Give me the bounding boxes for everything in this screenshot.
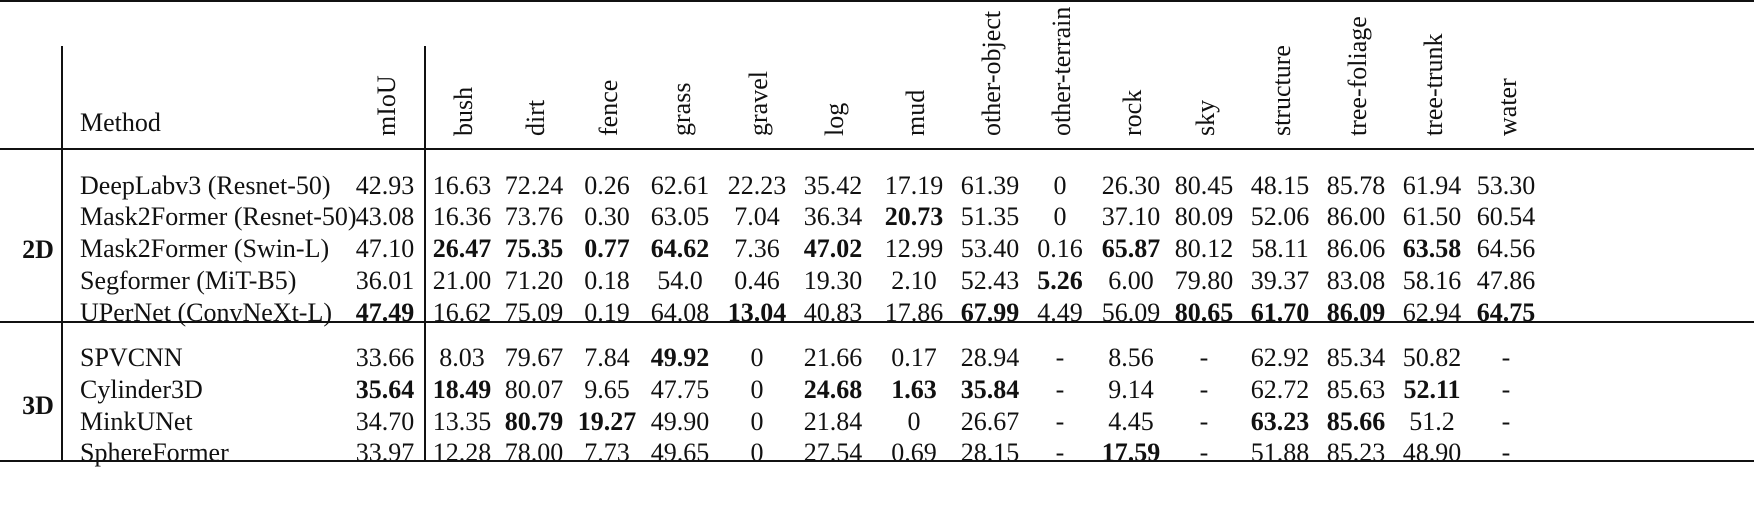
column-header-log: log: [820, 102, 849, 136]
column-header-other-terrain: other-terrain: [1047, 6, 1076, 136]
table-cell-water: 47.86: [1476, 266, 1536, 295]
table-cell-fence: 0.19: [584, 298, 630, 327]
table-cell-other-object: 26.67: [960, 407, 1020, 436]
table-cell-gravel: 7.36: [734, 234, 780, 263]
column-header-mud: mud: [901, 89, 930, 136]
table-cell-tree-trunk: 51.2: [1409, 407, 1455, 436]
table-cell-tree-foliage: 85.66: [1326, 407, 1386, 436]
table-cell-other-terrain: 5.26: [1037, 266, 1083, 295]
table-cell-bush: 13.35: [432, 407, 492, 436]
table-cell-other-terrain: 0: [1053, 202, 1067, 231]
table-cell-structure: 48.15: [1250, 171, 1310, 200]
table-row-method: DeepLabv3 (Resnet-50): [80, 171, 331, 200]
table-cell-mud: 2.10: [891, 266, 937, 295]
table-cell-grass: 54.0: [657, 266, 703, 295]
table-cell-mIoU: 33.97: [355, 438, 415, 467]
table-cell-dirt: 72.24: [504, 171, 564, 200]
table-cell-log: 47.02: [803, 234, 863, 263]
table-cell-gravel: 0: [750, 407, 764, 436]
table-row-method: SPVCNN: [80, 343, 183, 372]
table-cell-mud: 20.73: [884, 202, 944, 231]
table-cell-fence: 19.27: [577, 407, 637, 436]
table-cell-sky: 80.45: [1174, 171, 1234, 200]
table-cell-gravel: 0: [750, 438, 764, 467]
table-cell-rock: 4.45: [1108, 407, 1154, 436]
table-cell-gravel: 7.04: [734, 202, 780, 231]
table-cell-tree-trunk: 61.94: [1402, 171, 1462, 200]
table-cell-tree-trunk: 50.82: [1402, 343, 1462, 372]
table-cell-gravel: 22.23: [727, 171, 787, 200]
table-cell-sky: 80.12: [1174, 234, 1234, 263]
table-cell-tree-foliage: 85.23: [1326, 438, 1386, 467]
table-cell-other-terrain: 0.16: [1037, 234, 1083, 263]
table-cell-log: 24.68: [803, 375, 863, 404]
table-cell-water: -: [1501, 407, 1511, 436]
method-column-separator: [424, 46, 426, 460]
group-label-2D: 2D: [22, 234, 54, 264]
column-header-rock: rock: [1118, 89, 1147, 136]
table-cell-gravel: 0.46: [734, 266, 780, 295]
table-cell-water: 53.30: [1476, 171, 1536, 200]
column-header-structure: structure: [1267, 45, 1296, 136]
table-cell-tree-trunk: 63.58: [1402, 234, 1462, 263]
table-cell-tree-trunk: 61.50: [1402, 202, 1462, 231]
table-cell-rock: 37.10: [1101, 202, 1161, 231]
table-cell-rock: 6.00: [1108, 266, 1154, 295]
table-cell-gravel: 0: [750, 343, 764, 372]
table-cell-rock: 26.30: [1101, 171, 1161, 200]
table-cell-structure: 63.23: [1250, 407, 1310, 436]
table-cell-fence: 0.26: [584, 171, 630, 200]
table-cell-tree-foliage: 86.00: [1326, 202, 1386, 231]
table-cell-bush: 16.36: [432, 202, 492, 231]
table-cell-sky: -: [1199, 343, 1209, 372]
table-cell-structure: 39.37: [1250, 266, 1310, 295]
table-cell-fence: 9.65: [584, 375, 630, 404]
table-cell-water: 64.56: [1476, 234, 1536, 263]
table-cell-rock: 17.59: [1101, 438, 1161, 467]
table-cell-mud: 17.19: [884, 171, 944, 200]
table-cell-structure: 62.72: [1250, 375, 1310, 404]
table-cell-other-terrain: 4.49: [1037, 298, 1083, 327]
table-cell-dirt: 80.79: [504, 407, 564, 436]
column-header-gravel: gravel: [744, 71, 773, 136]
table-cell-other-object: 28.15: [960, 438, 1020, 467]
table-cell-mIoU: 36.01: [355, 266, 415, 295]
table-cell-dirt: 75.35: [504, 234, 564, 263]
table-cell-mIoU: 35.64: [355, 375, 415, 404]
table-top-rule: [0, 0, 1754, 2]
table-cell-fence: 7.84: [584, 343, 630, 372]
table-cell-mIoU: 47.10: [355, 234, 415, 263]
table-cell-tree-foliage: 86.06: [1326, 234, 1386, 263]
table-cell-fence: 7.73: [584, 438, 630, 467]
table-cell-log: 27.54: [803, 438, 863, 467]
column-header-tree-foliage: tree-foliage: [1343, 16, 1372, 136]
table-cell-other-object: 67.99: [960, 298, 1020, 327]
table-cell-dirt: 79.67: [504, 343, 564, 372]
table-cell-other-object: 51.35: [960, 202, 1020, 231]
column-header-water: water: [1493, 78, 1522, 136]
table-cell-tree-foliage: 83.08: [1326, 266, 1386, 295]
table-cell-mud: 12.99: [884, 234, 944, 263]
table-cell-other-object: 28.94: [960, 343, 1020, 372]
column-header-bush: bush: [449, 86, 478, 136]
table-cell-dirt: 78.00: [504, 438, 564, 467]
table-cell-tree-foliage: 85.63: [1326, 375, 1386, 404]
table-cell-other-terrain: 0: [1053, 171, 1067, 200]
table-cell-rock: 9.14: [1108, 375, 1154, 404]
table-cell-tree-trunk: 48.90: [1402, 438, 1462, 467]
table-cell-tree-trunk: 52.11: [1403, 375, 1461, 404]
table-row-method: Cylinder3D: [80, 375, 203, 404]
table-cell-mud: 1.63: [891, 375, 937, 404]
table-cell-sky: -: [1199, 375, 1209, 404]
table-cell-grass: 64.62: [650, 234, 710, 263]
table-cell-grass: 47.75: [650, 375, 710, 404]
table-cell-dirt: 71.20: [504, 266, 564, 295]
table-cell-water: -: [1501, 438, 1511, 467]
table-cell-other-object: 53.40: [960, 234, 1020, 263]
table-cell-dirt: 73.76: [504, 202, 564, 231]
table-cell-grass: 49.92: [650, 343, 710, 372]
column-header-sky: sky: [1191, 99, 1220, 136]
table-row-method: Mask2Former (Resnet-50): [80, 202, 357, 231]
table-cell-gravel: 0: [750, 375, 764, 404]
table-cell-water: 60.54: [1476, 202, 1536, 231]
table-row-method: Mask2Former (Swin-L): [80, 234, 330, 263]
table-cell-other-object: 35.84: [960, 375, 1020, 404]
column-header-other-object: other-object: [977, 10, 1006, 136]
table-cell-other-object: 52.43: [960, 266, 1020, 295]
table-cell-mIoU: 34.70: [355, 407, 415, 436]
table-cell-bush: 26.47: [432, 234, 492, 263]
table-cell-grass: 62.61: [650, 171, 710, 200]
table-cell-tree-trunk: 58.16: [1402, 266, 1462, 295]
table-cell-tree-foliage: 85.78: [1326, 171, 1386, 200]
table-cell-bush: 8.03: [439, 343, 485, 372]
table-row-method: MinkUNet: [80, 407, 193, 436]
table-cell-structure: 62.92: [1250, 343, 1310, 372]
table-cell-tree-foliage: 86.09: [1326, 298, 1386, 327]
table-cell-bush: 12.28: [432, 438, 492, 467]
table-cell-sky: -: [1199, 438, 1209, 467]
table-cell-grass: 64.08: [650, 298, 710, 327]
table-cell-log: 35.42: [803, 171, 863, 200]
table-cell-structure: 51.88: [1250, 438, 1310, 467]
table-cell-mIoU: 33.66: [355, 343, 415, 372]
table-cell-other-terrain: -: [1055, 343, 1065, 372]
table-cell-bush: 18.49: [432, 375, 492, 404]
table-cell-sky: 80.09: [1174, 202, 1234, 231]
table-cell-mIoU: 42.93: [355, 171, 415, 200]
method-header: Method: [80, 108, 161, 137]
column-header-dirt: dirt: [521, 99, 550, 136]
table-cell-water: 64.75: [1476, 298, 1536, 327]
table-cell-tree-foliage: 85.34: [1326, 343, 1386, 372]
table-cell-sky: 80.65: [1174, 298, 1234, 327]
table-cell-log: 21.66: [803, 343, 863, 372]
column-header-tree-trunk: tree-trunk: [1419, 33, 1448, 136]
table-cell-sky: 79.80: [1174, 266, 1234, 295]
table-cell-grass: 49.65: [650, 438, 710, 467]
table-cell-rock: 56.09: [1101, 298, 1161, 327]
table-cell-grass: 63.05: [650, 202, 710, 231]
table-cell-bush: 16.62: [432, 298, 492, 327]
table-cell-gravel: 13.04: [727, 298, 787, 327]
table-cell-rock: 8.56: [1108, 343, 1154, 372]
table-row-method: SphereFormer: [80, 438, 229, 467]
table-row-method: Segformer (MiT-B5): [80, 266, 297, 295]
table-cell-mud: 0: [907, 407, 921, 436]
table-cell-log: 21.84: [803, 407, 863, 436]
table-cell-mud: 0.69: [891, 438, 937, 467]
table-cell-structure: 52.06: [1250, 202, 1310, 231]
header-rule: [0, 148, 1754, 150]
table-row-method: UPerNet (ConvNeXt-L): [80, 298, 332, 327]
table-cell-other-terrain: -: [1055, 438, 1065, 467]
table-cell-mud: 0.17: [891, 343, 937, 372]
column-header-fence: fence: [594, 79, 623, 136]
table-cell-water: -: [1501, 375, 1511, 404]
table-cell-fence: 0.30: [584, 202, 630, 231]
table-cell-other-terrain: -: [1055, 407, 1065, 436]
table-cell-water: -: [1501, 343, 1511, 372]
table-cell-dirt: 75.09: [504, 298, 564, 327]
table-cell-structure: 58.11: [1251, 234, 1309, 263]
table-cell-bush: 21.00: [432, 266, 492, 295]
table-bottom-rule: [0, 460, 1754, 462]
table-cell-sky: -: [1199, 407, 1209, 436]
table-cell-grass: 49.90: [650, 407, 710, 436]
table-cell-log: 19.30: [803, 266, 863, 295]
table-cell-log: 40.83: [803, 298, 863, 327]
table-cell-bush: 16.63: [432, 171, 492, 200]
table-cell-dirt: 80.07: [504, 375, 564, 404]
group-label-3D: 3D: [22, 390, 54, 420]
table-cell-mIoU: 43.08: [355, 202, 415, 231]
table-cell-tree-trunk: 62.94: [1402, 298, 1462, 327]
table-cell-mIoU: 47.49: [355, 298, 415, 327]
column-header-grass: grass: [667, 82, 696, 136]
table-cell-log: 36.34: [803, 202, 863, 231]
table-cell-other-terrain: -: [1055, 375, 1065, 404]
table-cell-rock: 65.87: [1101, 234, 1161, 263]
column-header-mIoU: mIoU: [372, 75, 401, 136]
table-cell-other-object: 61.39: [960, 171, 1020, 200]
table-cell-fence: 0.77: [584, 234, 630, 263]
table-cell-fence: 0.18: [584, 266, 630, 295]
table-cell-structure: 61.70: [1250, 298, 1310, 327]
table-cell-mud: 17.86: [884, 298, 944, 327]
group-column-separator: [61, 46, 63, 460]
